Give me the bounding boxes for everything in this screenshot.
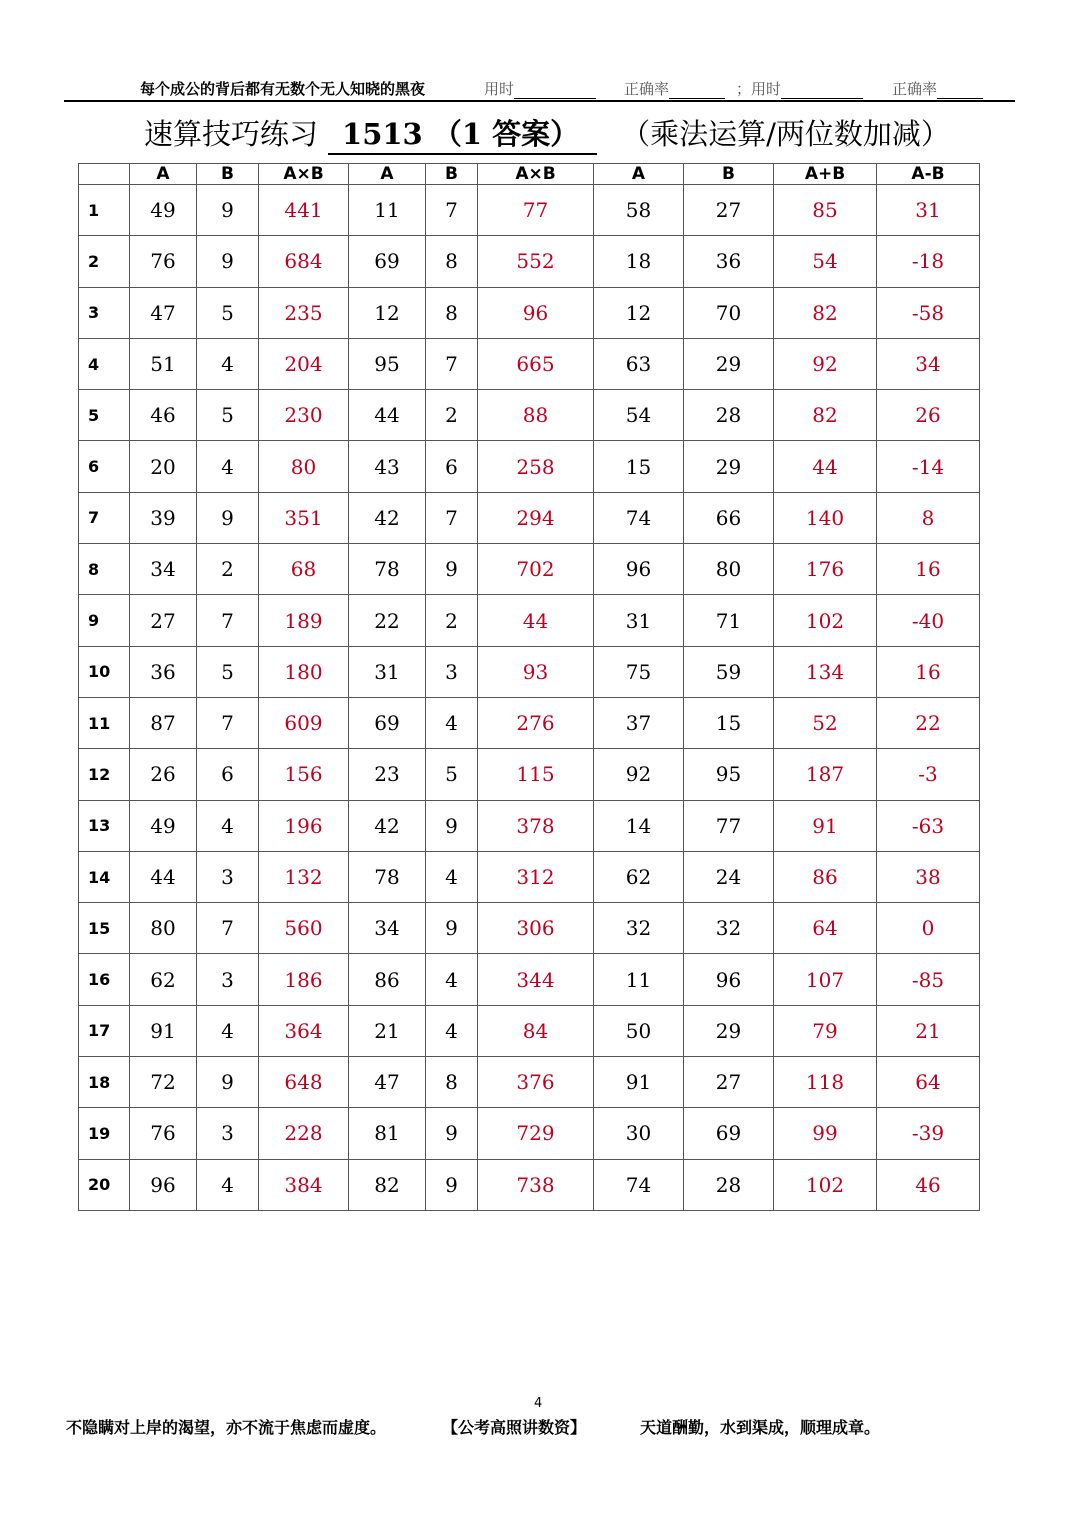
operand-cell: 9 [426,1108,478,1159]
answer-cell: 99 [774,1108,877,1159]
title-code: 1513 （1 答案） [328,112,597,155]
operand-cell: 39 [130,492,197,543]
answer-cell: 294 [478,492,594,543]
operand-cell: 49 [130,185,197,236]
answer-cell: -39 [877,1108,980,1159]
answer-cell: 64 [774,903,877,954]
answer-cell: 84 [478,1005,594,1056]
answer-cell: 79 [774,1005,877,1056]
operand-cell: 9 [426,544,478,595]
table-row [79,544,980,595]
title-main: 速算技巧练习 [144,117,319,151]
column-header: A [130,164,197,185]
table-row [79,954,980,1005]
operand-cell: 22 [349,595,426,646]
answer-cell: 306 [478,903,594,954]
table-row [79,1005,980,1056]
operand-cell: 32 [684,903,774,954]
table-row [79,1108,980,1159]
operand-cell: 9 [426,1159,478,1210]
table-row [79,595,980,646]
operand-cell: 7 [426,185,478,236]
row-index-cell: 6 [79,441,130,492]
answer-cell: 54 [774,236,877,287]
answer-cell: 118 [774,1057,877,1108]
answer-cell: 609 [259,697,349,748]
answer-cell: 132 [259,851,349,902]
operand-cell: 6 [197,749,259,800]
answer-cell: 44 [478,595,594,646]
operand-cell: 44 [349,390,426,441]
table-row [79,1057,980,1108]
operand-cell: 15 [594,441,684,492]
row-index-cell: 2 [79,236,130,287]
answer-cell: 16 [877,544,980,595]
operand-cell: 4 [197,1005,259,1056]
answer-cell: 196 [259,800,349,851]
operand-cell: 51 [130,338,197,389]
answer-cell: 684 [259,236,349,287]
table-row [79,851,980,902]
answer-cell: 115 [478,749,594,800]
operand-cell: 78 [349,851,426,902]
answer-cell: 384 [259,1159,349,1210]
page-title [144,112,950,155]
table-row [79,492,980,543]
answer-cell: 91 [774,800,877,851]
operand-cell: 5 [197,646,259,697]
operand-cell: 58 [594,185,684,236]
time-blank-1 [514,84,596,99]
operand-cell: 4 [426,954,478,1005]
column-header: B [684,164,774,185]
operand-cell: 29 [684,338,774,389]
operand-cell: 49 [130,800,197,851]
answer-cell: 702 [478,544,594,595]
column-header: A [594,164,684,185]
answer-cell: 68 [259,544,349,595]
row-index-cell: 1 [79,185,130,236]
operand-cell: 15 [684,697,774,748]
answer-cell: -14 [877,441,980,492]
answer-cell: 140 [774,492,877,543]
answer-cell: 180 [259,646,349,697]
operand-cell: 42 [349,800,426,851]
operand-cell: 24 [684,851,774,902]
accuracy-label-2: 正确率 [892,80,938,98]
answer-cell: 64 [877,1057,980,1108]
answer-cell: 344 [478,954,594,1005]
row-index-cell: 11 [79,697,130,748]
operand-cell: 37 [594,697,684,748]
table-row [79,903,980,954]
operand-cell: 4 [426,697,478,748]
row-index-cell: 18 [79,1057,130,1108]
answer-cell: 441 [259,185,349,236]
answer-cell: 276 [478,697,594,748]
operand-cell: 76 [130,1108,197,1159]
operand-cell: 95 [349,338,426,389]
operand-cell: 4 [426,1005,478,1056]
row-index-cell: 5 [79,390,130,441]
row-index-cell: 20 [79,1159,130,1210]
answer-cell: 204 [259,338,349,389]
answer-cell: 378 [478,800,594,851]
table-row [79,646,980,697]
row-index-cell: 14 [79,851,130,902]
row-index-cell: 3 [79,287,130,338]
operand-cell: 4 [426,851,478,902]
operand-cell: 27 [130,595,197,646]
table-row [79,185,980,236]
operand-cell: 8 [426,1057,478,1108]
time-field-2 [736,78,863,99]
operand-cell: 78 [349,544,426,595]
operand-cell: 96 [130,1159,197,1210]
title-subtitle: （乘法运算/两位数加减） [621,117,950,151]
answer-cell: 82 [774,287,877,338]
row-index-cell: 15 [79,903,130,954]
row-index-cell: 12 [79,749,130,800]
operand-cell: 9 [197,1057,259,1108]
answer-cell: 738 [478,1159,594,1210]
answer-cell: 34 [877,338,980,389]
answer-cell: 86 [774,851,877,902]
answer-cell: 21 [877,1005,980,1056]
answer-cell: 85 [774,185,877,236]
operand-cell: 4 [197,800,259,851]
operand-cell: 7 [197,903,259,954]
operand-cell: 12 [349,287,426,338]
table-row [79,1159,980,1210]
operand-cell: 72 [130,1057,197,1108]
footer-right: 天道酬勤，水到渠成，顺理成章。 [640,1418,881,1437]
table-header-row [79,164,980,185]
answer-cell: 258 [478,441,594,492]
answer-cell: -85 [877,954,980,1005]
table-row [79,390,980,441]
column-header: A×B [478,164,594,185]
operand-cell: 96 [594,544,684,595]
answer-cell: 26 [877,390,980,441]
operand-cell: 76 [130,236,197,287]
answer-cell: 77 [478,185,594,236]
row-index-cell: 9 [79,595,130,646]
row-index-cell: 16 [79,954,130,1005]
operand-cell: 18 [594,236,684,287]
accuracy-label-1: 正确率 [624,80,670,98]
operand-cell: 28 [684,390,774,441]
operand-cell: 5 [426,749,478,800]
operand-cell: 66 [684,492,774,543]
operand-cell: 11 [594,954,684,1005]
answer-cell: 376 [478,1057,594,1108]
operand-cell: 59 [684,646,774,697]
operand-cell: 9 [197,236,259,287]
operand-cell: 7 [197,697,259,748]
operand-cell: 80 [684,544,774,595]
answer-cell: 230 [259,390,349,441]
answer-cell: -58 [877,287,980,338]
operand-cell: 7 [426,492,478,543]
answer-cell: 0 [877,903,980,954]
operand-cell: 28 [684,1159,774,1210]
answer-cell: 96 [478,287,594,338]
operand-cell: 36 [684,236,774,287]
operand-cell: 82 [349,1159,426,1210]
operand-cell: 62 [130,954,197,1005]
operand-cell: 95 [684,749,774,800]
accuracy-field-1 [624,78,725,99]
operand-cell: 12 [594,287,684,338]
operand-cell: 3 [197,1108,259,1159]
column-header: A-B [877,164,980,185]
answer-cell: 80 [259,441,349,492]
operand-cell: 47 [130,287,197,338]
operand-cell: 3 [426,646,478,697]
answer-cell: 22 [877,697,980,748]
operand-cell: 46 [130,390,197,441]
answer-cell: 156 [259,749,349,800]
accuracy-blank-2 [937,84,983,99]
answer-cell: 351 [259,492,349,543]
operand-cell: 91 [594,1057,684,1108]
operand-cell: 7 [426,338,478,389]
operand-cell: 2 [426,595,478,646]
answer-cell: 186 [259,954,349,1005]
column-header: A×B [259,164,349,185]
operand-cell: 29 [684,1005,774,1056]
column-header: A [349,164,426,185]
operand-cell: 26 [130,749,197,800]
operand-cell: 62 [594,851,684,902]
answer-cell: 16 [877,646,980,697]
table-row [79,441,980,492]
operand-cell: 31 [594,595,684,646]
operand-cell: 31 [349,646,426,697]
time-label-1: 用时 [484,80,515,98]
answer-cell: 107 [774,954,877,1005]
answer-cell: 52 [774,697,877,748]
answer-cell: 134 [774,646,877,697]
answer-cell: 189 [259,595,349,646]
table-body [79,185,980,1211]
table-row [79,697,980,748]
operand-cell: 11 [349,185,426,236]
footer-center: 【公考高照讲数资】 [442,1418,587,1437]
operand-cell: 2 [197,544,259,595]
row-index-cell: 8 [79,544,130,595]
answer-cell: -3 [877,749,980,800]
answer-cell: 312 [478,851,594,902]
operand-cell: 4 [197,1159,259,1210]
row-index-cell: 19 [79,1108,130,1159]
operand-cell: 34 [349,903,426,954]
operand-cell: 30 [594,1108,684,1159]
operand-cell: 6 [426,441,478,492]
operand-cell: 8 [426,287,478,338]
operand-cell: 42 [349,492,426,543]
operand-cell: 7 [197,595,259,646]
table-row [79,800,980,851]
operand-cell: 5 [197,390,259,441]
operand-cell: 74 [594,1159,684,1210]
answer-cell: 235 [259,287,349,338]
operand-cell: 47 [349,1057,426,1108]
operand-cell: 5 [197,287,259,338]
operand-cell: 34 [130,544,197,595]
answer-cell: 82 [774,390,877,441]
page-number: 4 [534,1396,543,1411]
operand-cell: 96 [684,954,774,1005]
answer-cell: 364 [259,1005,349,1056]
operand-cell: 9 [197,492,259,543]
operand-cell: 91 [130,1005,197,1056]
answer-cell: 93 [478,646,594,697]
row-index-cell: 4 [79,338,130,389]
column-header: B [197,164,259,185]
operand-cell: 9 [426,903,478,954]
row-index-cell: 7 [79,492,130,543]
answer-cell: 187 [774,749,877,800]
time-blank-2 [781,84,863,99]
operand-cell: 8 [426,236,478,287]
operand-cell: 20 [130,441,197,492]
table-row [79,236,980,287]
accuracy-blank-1 [669,84,725,99]
operand-cell: 63 [594,338,684,389]
table-row [79,749,980,800]
answer-cell: 8 [877,492,980,543]
answer-cell: 46 [877,1159,980,1210]
operand-cell: 3 [197,851,259,902]
operand-cell: 27 [684,1057,774,1108]
operand-cell: 2 [426,390,478,441]
answer-cell: -63 [877,800,980,851]
table-row [79,287,980,338]
answer-cell: 31 [877,185,980,236]
operand-cell: 87 [130,697,197,748]
answer-cell: 102 [774,595,877,646]
accuracy-field-2 [892,78,983,99]
answer-cell: 102 [774,1159,877,1210]
answer-cell: 560 [259,903,349,954]
answer-cell: -18 [877,236,980,287]
answer-cell: 228 [259,1108,349,1159]
operand-cell: 36 [130,646,197,697]
answer-cell: 648 [259,1057,349,1108]
operand-cell: 80 [130,903,197,954]
operand-cell: 43 [349,441,426,492]
answer-cell: 176 [774,544,877,595]
operand-cell: 74 [594,492,684,543]
operand-cell: 9 [426,800,478,851]
operand-cell: 71 [684,595,774,646]
operand-cell: 4 [197,441,259,492]
operand-cell: 4 [197,338,259,389]
operand-cell: 77 [684,800,774,851]
exercise-table [78,163,980,1211]
operand-cell: 54 [594,390,684,441]
column-header: A+B [774,164,877,185]
operand-cell: 50 [594,1005,684,1056]
operand-cell: 3 [197,954,259,1005]
column-header [79,164,130,185]
row-index-cell: 17 [79,1005,130,1056]
operand-cell: 29 [684,441,774,492]
operand-cell: 27 [684,185,774,236]
operand-cell: 69 [349,236,426,287]
page-header [64,76,1015,102]
operand-cell: 14 [594,800,684,851]
operand-cell: 70 [684,287,774,338]
answer-cell: 552 [478,236,594,287]
operand-cell: 9 [197,185,259,236]
time-label-2: 用时 [751,80,782,98]
operand-cell: 81 [349,1108,426,1159]
row-index-cell: 13 [79,800,130,851]
operand-cell: 86 [349,954,426,1005]
table-row [79,338,980,389]
operand-cell: 69 [349,697,426,748]
header-separator: ； [736,80,752,98]
answer-cell: 729 [478,1108,594,1159]
header-motto: 每个成公的背后都有无数个无人知晓的黑夜 [140,80,426,98]
answer-cell: 665 [478,338,594,389]
answer-cell: 92 [774,338,877,389]
answer-cell: -40 [877,595,980,646]
footer-left: 不隐瞒对上岸的渴望，亦不流于焦虑而虚度。 [66,1418,387,1437]
operand-cell: 32 [594,903,684,954]
operand-cell: 92 [594,749,684,800]
operand-cell: 44 [130,851,197,902]
operand-cell: 23 [349,749,426,800]
operand-cell: 21 [349,1005,426,1056]
answer-cell: 88 [478,390,594,441]
operand-cell: 75 [594,646,684,697]
time-field-1 [484,78,596,99]
column-header: B [426,164,478,185]
operand-cell: 69 [684,1108,774,1159]
answer-cell: 44 [774,441,877,492]
row-index-cell: 10 [79,646,130,697]
answer-cell: 38 [877,851,980,902]
